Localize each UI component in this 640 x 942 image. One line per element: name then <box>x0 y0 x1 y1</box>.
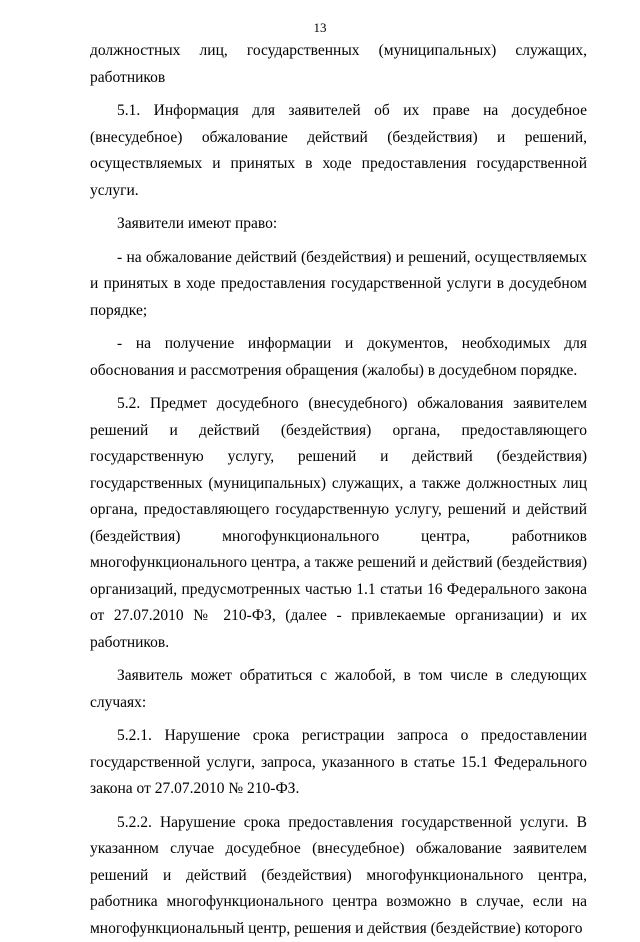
document-body <box>90 38 587 942</box>
paragraph-right-appeal: - на обжалование действий (бездействия) и решений, осуществляемых и принятых в ходе предоставления государственной услуги в досудебном порядке; <box>90 245 587 325</box>
paragraph-right-information: - на получение информации и документов, необходимых для обоснования и рассмотрения обращения (жалобы) в досудебном порядке. <box>90 331 587 384</box>
paragraph-continuation: должностных лиц, государственных (муниципальных) служащих, работников <box>90 38 587 91</box>
paragraph-section-5-2: 5.2. Предмет досудебного (внесудебного) обжалования заявителем решений и действий (бездействия) органа, предоставляющего государственную услугу, решений и действий (бездействия) государственных (муниципальных) служащих, а также должностных лиц органа, предоставляющего государственную услугу, решений и действий (бездействия) многофункционального центра, работников многофункционального центра, а также решений и действий (бездействия) организаций, предусмотренных частью 1.1 статьи 16 Федерального закона от 27.07.2010 № 210-ФЗ, (далее - привлекаемые организации) и их работников. <box>90 391 587 656</box>
paragraph-applicant-rights: Заявители имеют право: <box>90 211 587 238</box>
paragraph-section-5-2-1: 5.2.1. Нарушение срока регистрации запроса о предоставлении государственной услуги, запроса, указанного в статье 15.1 Федерального закона от 27.07.2010 № 210-ФЗ. <box>90 723 587 803</box>
paragraph-section-5-2-2: 5.2.2. Нарушение срока предоставления государственной услуги. В указанном случае досудебное (внесудебное) обжалование заявителем решений и действий (бездействия) многофункционального центра, работника многофункционального центра возможно в случае, если на многофункциональный центр, решения и действия (бездействие) которого <box>90 810 587 942</box>
paragraph-complaint-cases: Заявитель может обратиться с жалобой, в том числе в следующих случаях: <box>90 663 587 716</box>
page-number: 13 <box>0 20 640 36</box>
paragraph-section-5-1: 5.1. Информация для заявителей об их праве на досудебное (внесудебное) обжалование действий (бездействия) и решений, осуществляемых и принятых в ходе предоставления государственной услуги. <box>90 98 587 204</box>
